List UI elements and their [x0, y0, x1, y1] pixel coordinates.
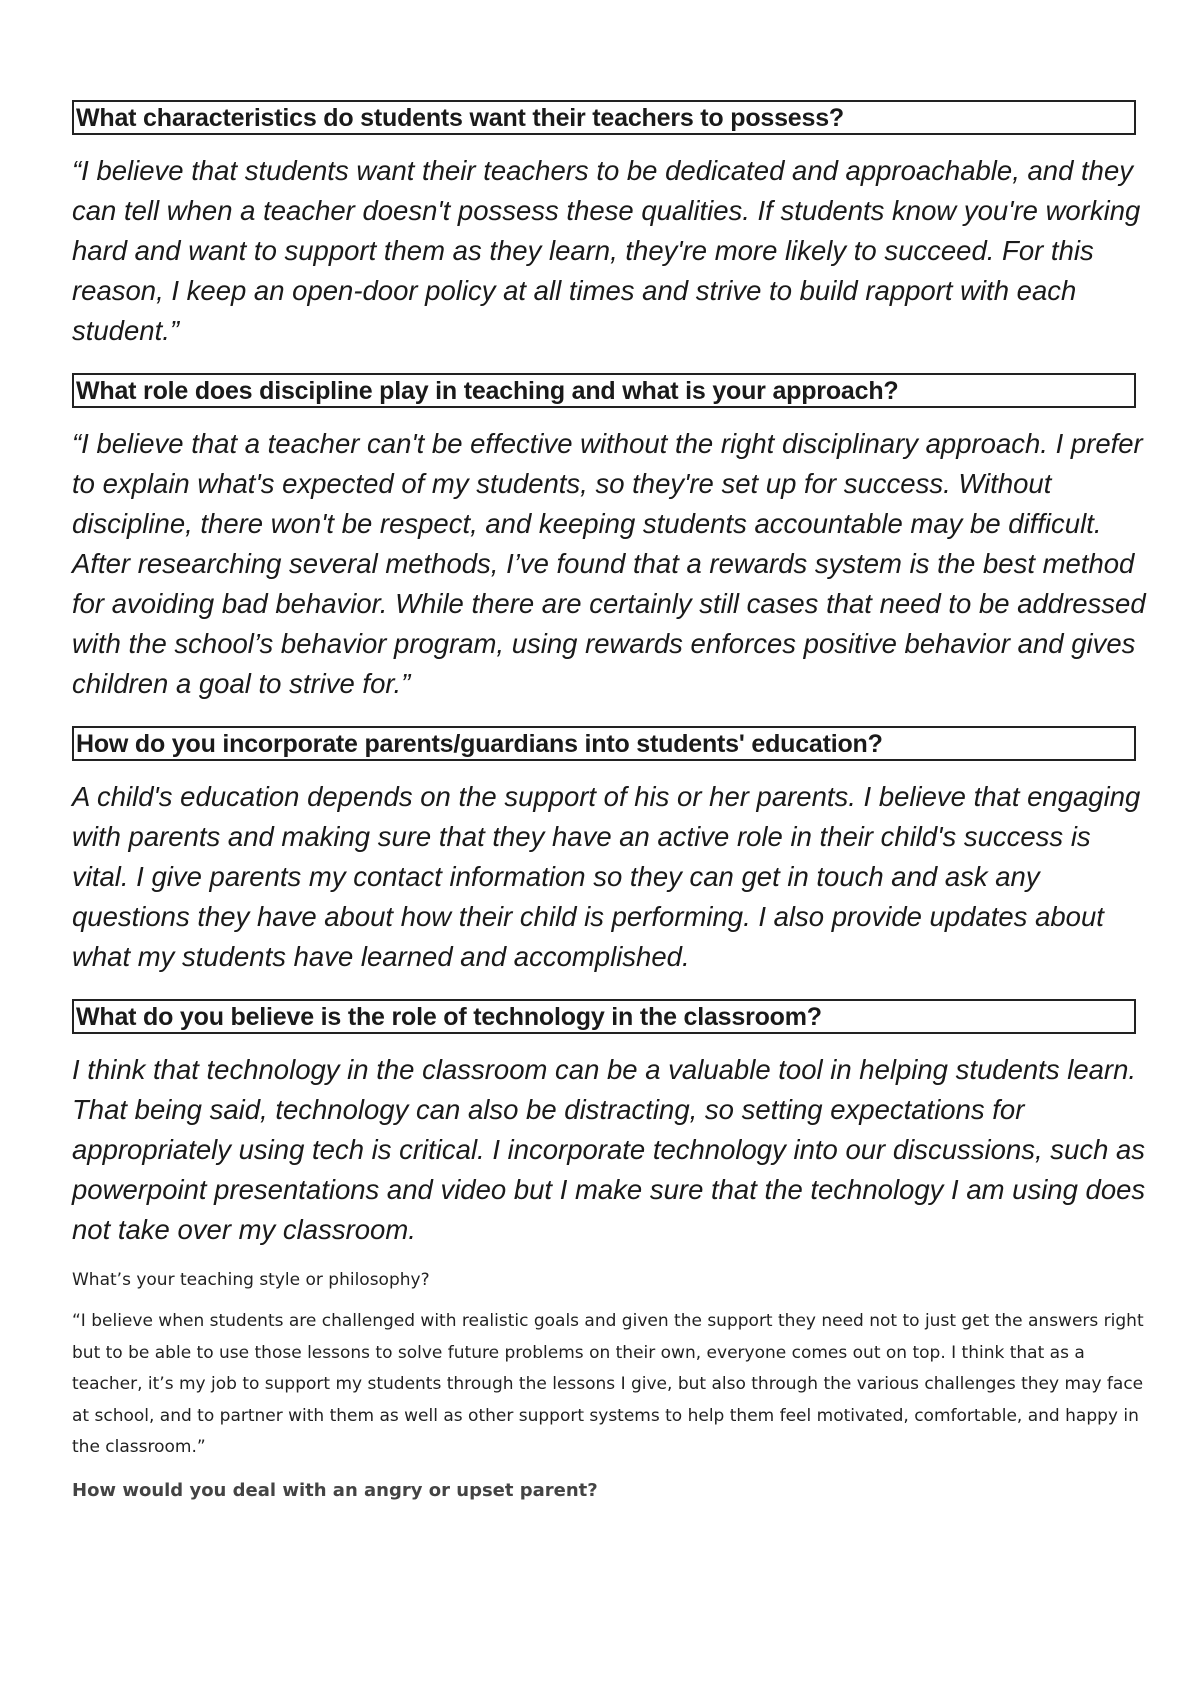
- question-angry-parent: How would you deal with an angry or upset parent?: [72, 1479, 598, 1501]
- question-heading-discipline: What role does discipline play in teaching and what is your approach?: [72, 373, 1136, 408]
- answer-characteristics: “I believe that students want their teachers to be dedicated and approachable, and they can tell when a teacher doesn't possess these qualities. If students know you're working hard and want to support them as they learn, they're more likely to succeed. For this reason, I keep an open-door policy at all times and strive to build rapport with each student.”: [72, 155, 1141, 346]
- document-page: [72, 100, 1146, 1504]
- answer-discipline: “I believe that a teacher can't be effective without the right disciplinary approach. I prefer to explain what's expected of my students, so they're set up for success. Without discipline, there won't be respect, and keeping students accountable may be difficult. After researching several methods, I’ve found that a rewards system is the best method for avoiding bad behavior. While there are certainly still cases that need to be addressed with the school’s behavior program, using rewards enforces positive behavior and gives children a goal to strive for.”: [72, 428, 1146, 699]
- answer-technology: I think that technology in the classroom can be a valuable tool in helping students learn. That being said, technology can also be distracting, so setting expectations for appropriately using tech is critical. I incorporate technology into our discussions, such as powerpoint presentations and video but I make sure that the technology I am using does not take over my classroom.: [72, 1054, 1146, 1245]
- question-heading-technology: What do you believe is the role of technology in the classroom?: [72, 999, 1136, 1034]
- answer-parents: A child's education depends on the support of his or her parents. I believe that engaging with parents and making sure that they have an active role in their child's success is vital. I give parents my contact information so they can get in touch and ask any questions they have about how their child is performing. I also provide updates about what my students have learned and accomplished.: [72, 781, 1141, 972]
- answer-teaching-style: “I believe when students are challenged with realistic goals and given the support they need not to just get the answers right but to be able to use those lessons to solve future problems on their own, everyone comes out on top. I think that as a teacher, it’s my job to support my students through the lessons I give, but also through the various challenges they may face at school, and to partner with them as well as other support systems to help them feel motivated, comfortable, and happy in the classroom.”: [72, 1311, 1144, 1457]
- question-heading-parents: How do you incorporate parents/guardians into students' education?: [72, 726, 1136, 761]
- question-heading-characteristics: What characteristics do students want their teachers to possess?: [72, 100, 1136, 135]
- question-teaching-style: What’s your teaching style or philosophy?: [72, 1270, 430, 1290]
